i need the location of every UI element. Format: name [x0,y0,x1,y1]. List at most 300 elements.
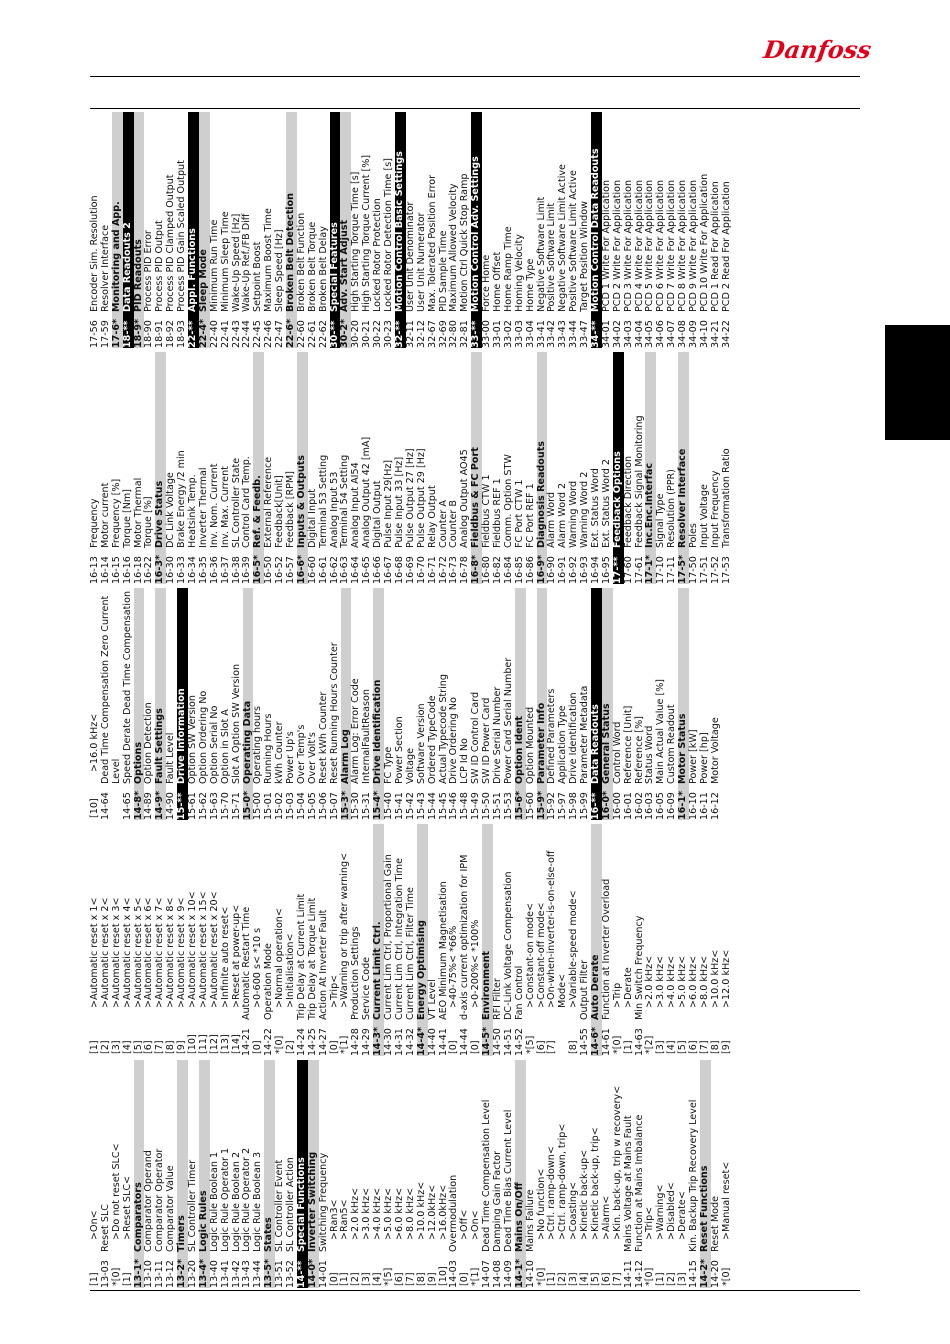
parameter-label: Inputs & Outputs [295,454,307,548]
parameter-code: 13-44 [252,1260,264,1288]
parameter-label: Special Functions [295,1157,307,1252]
parameter-row [351,824,362,1056]
parameter-code: [10] [187,1034,199,1054]
parameter-code: 14-2* [698,1258,710,1288]
parameter-column-4 [90,352,860,584]
parameter-row [253,1060,264,1288]
parameter-label: Motion Control Basic Settings [393,151,405,312]
parameter-code: 15-45 [437,792,449,820]
parameter-label: Function at Mains Imbalance [633,1114,645,1252]
parameter-label: Inverter Switching [306,1151,318,1252]
parameter-row [635,1060,646,1288]
parameter-code: 16-93 [579,556,591,584]
parameter-code: 16-** [590,792,601,820]
parameter-label: Motion Control Data Readouts [589,148,601,312]
parameter-label: >No function< [535,1168,547,1240]
parameter-code: 34-05 [644,320,656,348]
parameter-label: >Off< [459,1209,471,1240]
parameter-column-3 [90,588,860,820]
parameter-code: [7] [698,1040,710,1054]
option-row [439,1060,450,1288]
parameter-code: 13-42 [230,1260,242,1288]
parameter-row [319,1060,330,1288]
parameter-label: >2.0 kHz< [644,955,656,1008]
parameter-row [319,112,330,348]
parameter-row [232,588,243,820]
parameter-code: 22-41 [219,320,231,348]
parameter-code: 33-04 [524,320,536,348]
parameter-code: *[1] [339,1035,351,1054]
parameter-label: PCD 5 Write For Application [644,179,656,312]
parameter-row [428,112,439,348]
parameter-row [417,352,428,584]
parameter-code: 16-91 [557,556,569,584]
parameter-code: 33-01 [491,320,503,348]
parameter-label: SL Controller Event [274,1159,286,1252]
parameter-label: Action At Inverter Fault [317,909,329,1020]
parameter-row [123,352,134,584]
parameter-label: >5.0 kHz< [677,955,689,1008]
parameter-code: 15-30 [350,792,362,820]
parameter-code: 15-97 [557,792,569,820]
parameter-row [526,1060,537,1288]
parameter-label: Inc.Enc.Interfac [644,462,656,548]
parameter-code: 34-22 [720,320,732,348]
parameter-label: Locked Rotor Protection [372,198,384,312]
parameter-label: SL Controller Action [285,1157,297,1252]
parameter-code: 16-18 [132,556,144,584]
parameter-label: >5.0 kHz< [383,1187,395,1240]
parameter-code: 18-9* [132,318,144,348]
parameter-label: >Kin. back-up, trip w recovery< [611,1085,623,1240]
parameter-code: 22-** [187,320,199,348]
parameter-code: 16-00 [611,792,623,820]
parameter-row [504,1060,515,1288]
parameter-code: 16-13 [89,556,100,584]
parameter-code: 18-91 [154,320,166,348]
parameter-label: PCD 1 Read For Application [709,181,721,312]
parameter-label: Reference [%] [633,716,645,784]
parameter-label: Torque [Nm] [121,488,133,548]
parameter-label: >Automatic reset x 5< [132,897,144,1008]
parameter-code: *[2] [644,1035,656,1054]
parameter-code: *[5] [383,1267,395,1286]
parameter-code: 30-21 [361,320,373,348]
parameter-label: Analog Input 53 [328,471,340,548]
section-header-row [678,352,689,584]
parameter-label: RFI Filter [491,978,503,1020]
parameter-label: Resolution (PPR) [666,469,678,548]
option-row [656,824,667,1056]
parameter-code: 16-8* [470,554,482,584]
parameter-row [569,352,580,584]
parameter-label: >Derate [622,967,634,1008]
parameter-code: 15-62 [197,792,209,820]
section-header-row [155,352,166,584]
parameter-label: Fault Settings [154,708,166,784]
parameter-label: >2.0 kHz< [350,1187,362,1240]
parameter-label: Main Actual Value [%] [655,678,667,784]
parameter-label: Maximum Boost Time [263,208,275,312]
parameter-code: 14-6* [590,1026,601,1056]
section-header-row [471,352,482,584]
parameter-code: 32-12 [415,320,427,348]
parameter-code: *[0] [720,1267,732,1286]
parameter-code: 14-61 [600,1028,612,1056]
parameter-code: 16-85 [513,556,525,584]
parameter-label: Comparator Operator [154,1148,166,1252]
parameter-code: *[5] [524,1035,536,1054]
parameter-label: PCD 6 Write For Application [655,179,667,312]
parameter-code: *[0] [535,1267,547,1286]
parameter-code: 33-00 [481,320,493,348]
parameter-label: States [263,1217,275,1252]
parameter-label: Dead Time Compensation Zero Current Level [99,595,122,784]
parameter-label: Homing Velocity [513,234,525,312]
parameter-row [547,352,558,584]
parameter-label: FC Port CTW 1 [513,479,525,548]
parameter-label: Operating Data [241,700,253,784]
parameter-label: >Trip< [644,1206,656,1240]
parameter-label: Mains Failure [524,1189,536,1252]
parameter-code: 16-22 [143,556,155,584]
option-row [526,824,537,1056]
parameter-code: 16-86 [524,556,536,584]
parameter-label: >10.0 kHz< [415,1181,427,1240]
parameter-code: [8] [568,1040,580,1054]
parameter-row [439,352,450,584]
parameter-code: 16-60 [306,556,318,584]
parameter-label: >Coasting< [568,1181,580,1240]
parameter-label: Frequency [%] [110,478,122,548]
parameter-code: 13-52 [285,1260,297,1288]
parameter-label: Comparators [132,1182,144,1252]
parameter-code: [3] [361,1272,373,1286]
parameter-label: User Unit Numerator [415,212,427,312]
parameter-label: >Automatic reset x 20< [208,891,220,1008]
parameter-label: Input Frequency [709,470,721,548]
parameter-label: Relay Output [426,485,438,548]
parameter-code: [4] [121,1040,133,1054]
parameter-label: Process PID Clamped Output [165,174,177,312]
option-row [613,1060,624,1288]
parameter-code: 17-61 [633,556,645,584]
parameter-label: >Variable-speed mode< [568,890,580,1008]
parameter-label: Operating hours [252,706,264,784]
parameter-code: 34-04 [633,320,645,348]
parameter-label: >Ran5< [339,1199,351,1240]
parameter-code: 16-50 [263,556,275,584]
parameter-code: 14-65 [121,792,133,820]
parameter-label: Option Serial No [208,705,220,784]
parameter-label: Option Mounted [524,706,536,784]
parameter-code: 34-06 [655,320,667,348]
parameter-code: 14-** [295,1260,307,1288]
parameter-code: [7] [154,1040,166,1054]
parameter-label: >3.0 kHz< [361,1187,373,1240]
parameter-row [689,588,700,820]
parameter-label: Function at Inverter Overload [600,878,612,1020]
parameter-code: 14-51 [502,1028,514,1056]
parameter-label: Ref. & Feedb. [252,475,264,548]
parameter-label: >Kinetic back-up< [579,1149,591,1240]
parameter-row [177,352,188,584]
parameter-code: 14-08 [491,1260,503,1288]
parameter-label: Home Type [524,258,536,312]
parameter-label: >Alarm< [600,1195,612,1240]
parameter-code: 17-51 [698,556,710,584]
parameter-code: 15-05 [306,792,318,820]
parameter-code: 16-05 [655,792,667,820]
parameter-label: External Reference [263,456,275,548]
parameter-label: Analog Input AI54 [350,462,362,548]
parameter-code: 17-56 [89,320,100,348]
parameter-code: 14-07 [481,1260,493,1288]
parameter-label: Alarm Log: Error Code [350,678,362,784]
parameter-label: >4.0 kHz< [372,1187,384,1240]
parameter-code: 17-60 [622,556,634,584]
parameter-label: Negative Software Limit Active [557,164,569,312]
parameter-code: 16-9* [535,554,547,584]
parameter-code: 13-40 [208,1260,220,1288]
parameter-code: 14-40 [426,1028,438,1056]
parameter-code: 18-93 [176,320,188,348]
parameter-label: Drive Identification [568,692,580,784]
parameter-code: 15-51 [491,792,503,820]
parameter-code: [4] [666,1040,678,1054]
parameter-row [221,1060,232,1288]
parameter-label: Voltage [404,748,416,784]
parameter-label: SW ID Power Card [481,697,493,784]
parameter-code: 14-30 [383,1028,395,1056]
option-row [221,824,232,1056]
parameter-code: [0] [448,1040,460,1054]
parameter-code: 15-61 [187,792,199,820]
parameter-label: Poles [687,523,699,548]
parameter-code: 15-44 [426,792,438,820]
parameter-code: 33-42 [546,320,558,348]
parameter-label: >Automatic reset x 8< [165,897,177,1008]
parameter-code: 22-47 [274,320,286,348]
parameter-code: 15-42 [404,792,416,820]
danfoss-logo [761,28,874,68]
parameter-label: Mains Voltage at Mains Fault [622,1115,634,1252]
parameter-code: [1] [655,1272,667,1286]
parameter-label: Data Readouts [590,704,601,784]
parameter-label: Power [kW] [688,729,700,784]
parameter-label: Drive Ordering No [448,697,460,784]
parameter-code: [2] [666,1272,678,1286]
parameter-label: Custom Readout [666,704,678,784]
parameter-label: >8.0 kHz< [698,955,710,1008]
parameter-code: 32-80 [448,320,460,348]
parameter-code: 32-69 [437,320,449,348]
parameter-label: Resolver Interface [99,224,111,312]
section-header-row [645,352,656,584]
parameter-label: Counter B [448,500,460,548]
parameter-row [449,1060,460,1288]
parameter-code: 15-43 [415,792,427,820]
parameter-label: >Ctrl. ramp-down< [546,1146,558,1240]
parameter-label: Kin. Backup Trip Recovery Level [687,1099,699,1252]
parameter-column-1 [90,1060,860,1288]
option-row [351,1060,362,1288]
parameter-row [112,352,123,584]
parameter-label: Warning Word [568,480,580,548]
parameter-label: Output Filter [579,959,591,1020]
parameter-row [711,588,722,820]
parameter-label: Damping Gain Factor [491,1150,503,1252]
parameter-row [286,588,297,820]
parameter-row [417,112,428,348]
parameter-code: 15-92 [546,792,558,820]
parameter-label: Environment [481,951,493,1020]
parameter-code: 30-2* [339,318,351,348]
parameter-label: Option SW Version [187,695,199,784]
option-row [460,1060,471,1288]
parameter-code: 14-15 [687,1260,699,1288]
parameter-code: 13-11 [154,1260,166,1288]
parameter-code: 34-** [589,320,601,348]
parameter-row [101,352,112,584]
parameter-label: >Derate< [677,1191,689,1240]
parameter-label: Appl. Functions [187,228,199,312]
parameter-code: 13-10 [143,1260,155,1288]
parameter-code: 14-41 [437,1028,449,1056]
parameter-code: 17-5* [677,554,689,584]
parameter-label: Frequency [89,498,100,548]
parameter-label: PCD 4 Write For Application [633,179,645,312]
parameter-code: 33-43 [557,320,569,348]
parameter-code: [6] [535,1040,547,1054]
parameter-code: 14-50 [491,1028,503,1056]
parameter-label: Alarm Word [546,492,558,548]
parameter-row [515,824,526,1056]
parameter-label: >On< [470,1210,482,1240]
parameter-code: 33-03 [513,320,525,348]
parameter-code: 15-60 [524,792,536,820]
footer-rule [90,1290,860,1291]
parameter-row [264,352,275,584]
parameter-code: 34-08 [677,320,689,348]
parameter-code: 13-20 [187,1260,199,1288]
parameter-row [134,352,145,584]
parameter-code: 14-9* [154,790,166,820]
parameter-code: 14-90 [165,792,177,820]
parameter-label: >On-when-inverter-is-on-else-off Mode< [546,850,569,1008]
parameter-label: Production Settings [350,926,362,1020]
parameter-label: Fan Control [513,965,525,1020]
parameter-row [428,588,439,820]
option-row [722,824,733,1056]
parameter-code: [5] [677,1040,689,1054]
parameter-label: Digital Input [306,488,318,548]
parameter-label: >Automatic reset x 7< [154,897,166,1008]
parameter-code: 15-04 [295,792,307,820]
parameter-label: Ordered TypeCode [426,695,438,784]
parameter-row [624,1060,635,1288]
parameter-label: Power [hp] [698,732,710,784]
parameter-label: Inv. Nom. Current [208,463,220,548]
parameter-row [504,588,515,820]
parameter-code: 14-24 [295,1028,307,1056]
section-header-row [678,588,689,820]
parameter-label: >Ctrl. ramp-down, trip< [557,1123,569,1240]
parameter-code: 16-36 [208,556,220,584]
section-header-row [515,588,526,820]
parameter-code: 17-10 [655,556,667,584]
parameter-code: 16-72 [437,556,449,584]
parameter-label: Option Detection [143,702,155,784]
parameter-code: 22-46 [263,320,275,348]
parameter-label: Option Ordering No [197,690,209,784]
parameter-label: DC-Link Voltage Compensation [502,871,514,1020]
parameter-row [319,352,330,584]
parameter-code: 15-98 [568,792,580,820]
parameter-code: [5] [589,1272,601,1286]
parameter-code: 16-1* [677,790,689,820]
parameter-code: 16-01 [622,792,634,820]
parameter-code: [7] [611,1272,623,1286]
parameter-label: Reset kWh Counter [317,691,329,784]
parameter-row [635,588,646,820]
option-row [90,1060,101,1288]
parameter-label: Max. Tolerated Position Error [426,174,438,312]
parameter-label: PCD 2 Read For Application [720,181,732,312]
parameter-code: 16-68 [393,556,405,584]
parameter-label: >Normal operation< [274,908,286,1008]
parameter-label: Negative Software Limit [535,196,547,312]
parameter-code: 17-53 [720,556,732,584]
parameter-label: Encoder Sim. Resolution [89,195,100,312]
parameter-code: 17-1* [644,554,656,584]
parameter-label: >3.0 kHz< [655,955,667,1008]
parameter-label: Drive Identification [372,679,384,784]
parameter-code: 33-44 [568,320,580,348]
parameter-code: 14-64 [99,792,111,820]
parameter-code: 22-61 [306,320,318,348]
parameter-label: Motor Voltage [709,717,721,784]
parameter-code: 15-06 [317,792,329,820]
option-row [112,1060,123,1288]
parameter-label: PCD 8 Write For Application [677,179,689,312]
parameter-row [264,588,275,820]
parameter-code: [6] [393,1272,405,1286]
parameter-code: 22-62 [317,320,329,348]
parameter-code: [1] [89,1272,100,1286]
parameter-column-2 [90,824,860,1056]
parameter-code: 32-67 [426,320,438,348]
parameter-code: 17-50 [687,556,699,584]
parameter-label: >0-200%< *100% [470,919,482,1008]
option-row [613,824,624,1056]
parameter-code: 34-09 [687,320,699,348]
parameter-row [384,588,395,820]
parameter-code: 16-16 [121,556,133,584]
parameter-label: Current Lim Ctrl, Integration Time [393,857,405,1020]
option-row [689,824,700,1056]
parameter-row [144,352,155,584]
parameter-code: 13-43 [241,1260,253,1288]
parameter-label: Reset Functions [698,1165,710,1252]
group-header-row [188,112,199,348]
parameter-code: [1] [339,1272,351,1286]
parameter-label: Automatic Restart Time [241,906,253,1020]
group-header-row [613,352,624,584]
parameter-code: [6] [688,1040,700,1054]
parameter-code: 16-33 [176,556,188,584]
parameter-label: Reference [Unit] [622,705,634,784]
